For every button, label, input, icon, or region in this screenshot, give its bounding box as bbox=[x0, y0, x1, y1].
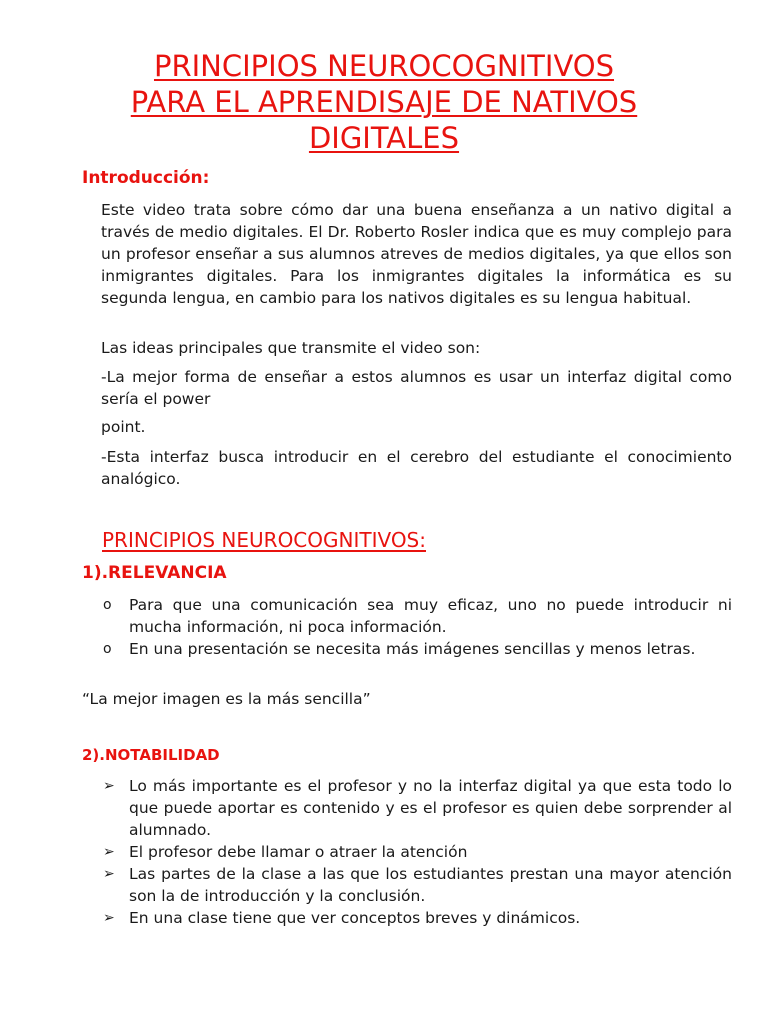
title-line-2: PARA EL APRENDISAJE DE NATIVOS bbox=[130, 85, 638, 119]
intro-heading: Introducción: bbox=[82, 168, 210, 188]
relevancia-quote: “La mejor imagen es la más sencilla” bbox=[82, 690, 371, 708]
list-item-text: Lo más importante es el profesor y no la interfaz digital ya que esta todo lo que puede aportar es contenido y es el profesor es quien debe sorprender al alumnado. bbox=[129, 777, 732, 839]
circle-bullet-icon: o bbox=[103, 597, 112, 613]
list-item bbox=[101, 841, 732, 863]
title-line-1: PRINCIPIOS NEUROCOGNITIVOS bbox=[153, 49, 615, 83]
list-item bbox=[101, 775, 732, 841]
list-item-text: En una presentación se necesita más imágenes sencillas y menos letras. bbox=[129, 640, 696, 658]
relevancia-list bbox=[101, 594, 732, 660]
idea-conocimiento-analogico: -Esta interfaz busca introducir en el cerebro del estudiante el conocimiento analógico. bbox=[101, 448, 732, 488]
idea-interfaz-digital-continued: point. bbox=[101, 418, 146, 436]
arrow-bullet-icon: ➢ bbox=[103, 844, 115, 860]
list-item-text: En una clase tiene que ver conceptos breves y dinámicos. bbox=[129, 909, 581, 927]
title-line-3: DIGITALES bbox=[308, 121, 460, 155]
arrow-bullet-icon: ➢ bbox=[103, 778, 115, 794]
idea-interfaz-digital: -La mejor forma de enseñar a estos alumnos es usar un interfaz digital como sería el power bbox=[101, 368, 732, 408]
list-item bbox=[101, 907, 732, 929]
principios-heading: PRINCIPIOS NEUROCOGNITIVOS: bbox=[102, 528, 426, 552]
notabilidad-heading: 2).NOTABILIDAD bbox=[82, 746, 220, 764]
list-item bbox=[101, 863, 732, 907]
relevancia-heading: 1).RELEVANCIA bbox=[82, 563, 227, 583]
document-title bbox=[60, 48, 708, 156]
list-item bbox=[101, 594, 732, 638]
list-item-text: Para que una comunicación sea muy eficaz, uno no puede introducir ni mucha información, ni poca información. bbox=[129, 596, 732, 636]
main-ideas-lead: Las ideas principales que transmite el video son: bbox=[101, 339, 481, 357]
arrow-bullet-icon: ➢ bbox=[103, 866, 115, 882]
list-item-text: Las partes de la clase a las que los estudiantes prestan una mayor atención son la de introducción y la conclusión. bbox=[129, 865, 732, 905]
intro-paragraph: Este video trata sobre cómo dar una buena enseñanza a un nativo digital a través de medio digitales. El Dr. Roberto Rosler indica que es muy complejo para un profesor enseñar a sus alumnos atreves de medios digitales, ya que ellos son inmigrantes digitales. Para los inmigrantes digitales la informática es su segunda lengua, en cambio para los nativos digitales es su lengua habitual. bbox=[101, 201, 732, 307]
circle-bullet-icon: o bbox=[103, 641, 112, 657]
list-item-text: El profesor debe llamar o atraer la atención bbox=[129, 843, 468, 861]
notabilidad-list bbox=[101, 775, 732, 929]
arrow-bullet-icon: ➢ bbox=[103, 910, 115, 926]
list-item bbox=[101, 638, 732, 660]
